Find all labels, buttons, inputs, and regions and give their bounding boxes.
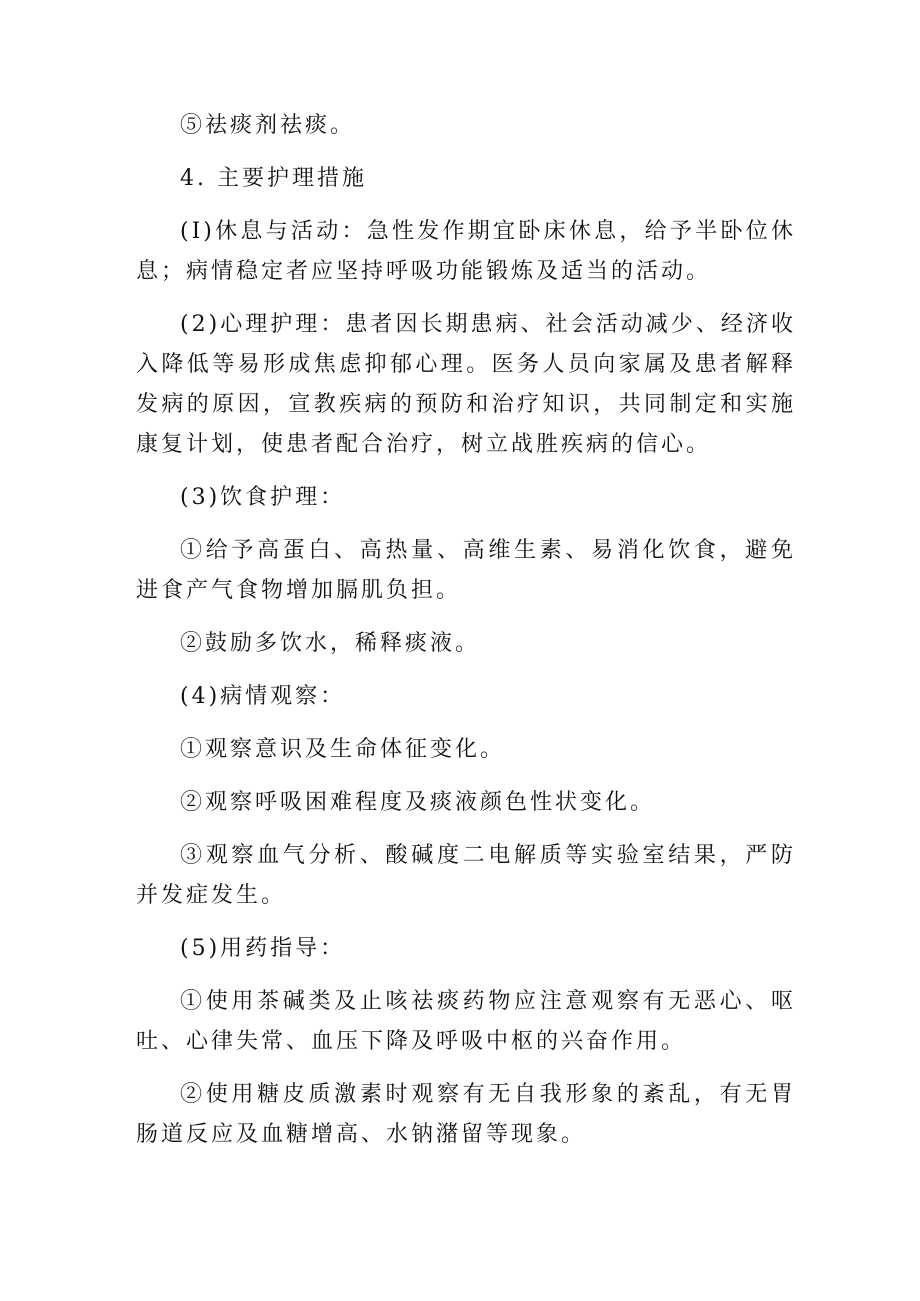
paragraph-rest-activity: (I)休息与活动：急性发作期宜卧床休息，给予半卧位休息；病情稳定者应坚持呼吸功能锻炼及适当的活动。: [136, 219, 796, 284]
paragraph-medication-item-1: ①使用茶碱类及止咳祛痰药物应注意观察有无恶心、呕吐、心律失常、血压下降及呼吸中枢的兴奋作用。: [136, 989, 796, 1054]
subheading-medication-guidance: (5)用药指导：: [180, 936, 346, 961]
subheading-condition-observation: (4)病情观察：: [180, 684, 346, 709]
paragraph-medication-item-2: ②使用糖皮质激素时观察有无自我形象的紊乱，有无胃肠道反应及血糖增高、水钠潴留等现象。: [136, 1082, 796, 1147]
section-heading-nursing-measures: 4. 主要护理措施: [180, 166, 367, 191]
paragraph-diet-item-2: ②鼓励多饮水，稀释痰液。: [180, 631, 481, 656]
paragraph-diet-item-1: ①给予高蛋白、高热量、高维生素、易消化饮食，避免进食产气食物增加膈肌负担。: [136, 538, 796, 603]
document-body: [136, 106, 796, 1155]
paragraph-observation-item-2: ②观察呼吸困难程度及痰液颜色性状变化。: [180, 790, 656, 815]
subheading-diet-care: (3)饮食护理：: [180, 485, 346, 510]
paragraph-observation-item-3: ③观察血气分析、酸碱度二电解质等实验室结果，严防并发症发生。: [136, 843, 796, 908]
paragraph-observation-item-1: ①观察意识及生命体征变化。: [180, 737, 506, 762]
paragraph-expectorant: ⑤祛痰剂祛痰。: [180, 113, 356, 138]
paragraph-psychological-care: (2)心理护理：患者因长期患病、社会活动减少、经济收入降低等易形成焦虑抑郁心理。医务人员向家属及患者解释发病的原因，宣教疾病的预防和治疗知识，共同制定和实施康复计划，使患者配合治疗，树立战胜疾病的信心。: [136, 312, 796, 457]
